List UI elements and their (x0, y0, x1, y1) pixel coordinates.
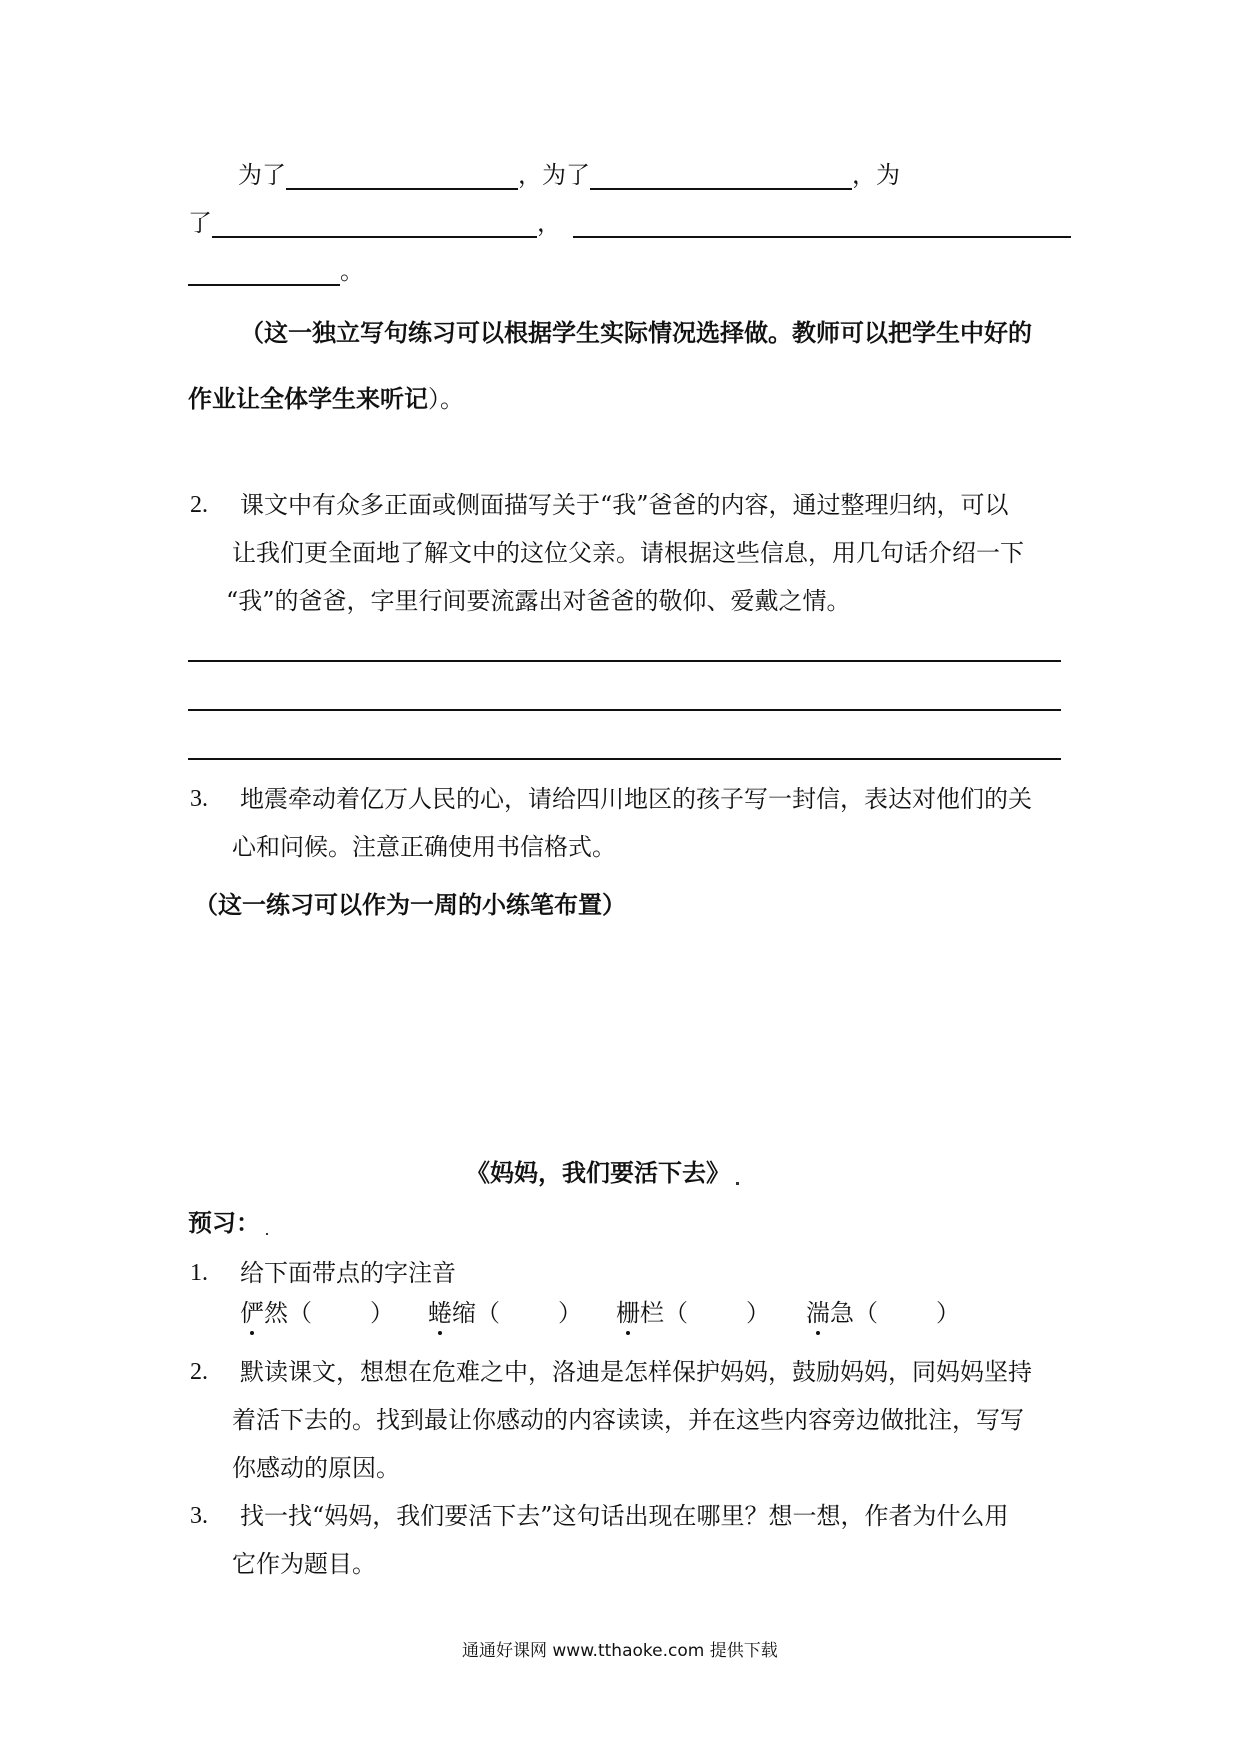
question-3-line2: 心和问候。注意正确使用书信格式。 (232, 833, 616, 861)
fill-sentence-line1 (238, 160, 900, 190)
question-3-number: 3. (190, 786, 208, 812)
teacher-note-1-end: ）。 (428, 385, 464, 413)
dotted-char-1: 俨 (240, 1299, 264, 1327)
preview-item-1-number: 1. (190, 1260, 208, 1286)
teacher-note-2: （这一练习可以作为一周的小练笔布置） (194, 891, 626, 919)
teacher-note-1-line2 (188, 384, 464, 414)
word-1-close: ） (370, 1299, 394, 1327)
lesson-title-text: 《妈妈，我们要活下去》 (466, 1159, 730, 1187)
preview-item-3-line2: 它作为题目。 (232, 1550, 376, 1578)
blank-line-2[interactable] (590, 164, 852, 190)
preview-item-2-line1: 默读课文，想想在危难之中，洛迪是怎样保护妈妈，鼓励妈妈，同妈妈坚持 (240, 1358, 1032, 1386)
answer-line-1[interactable] (188, 660, 1061, 662)
preview-mark (266, 1233, 268, 1235)
question-2-line1: 课文中有众多正面或侧面描写关于“我”爸爸的内容，通过整理归纳，可以 (240, 491, 1009, 519)
dotted-char-3: 栅 (616, 1299, 640, 1327)
fill-text-3: ，为 (852, 161, 900, 189)
word-3-rest: 栏（ (640, 1299, 688, 1327)
title-mark (736, 1182, 739, 1185)
blank-line-4[interactable] (573, 212, 1071, 238)
teacher-note-1-bold: 作业让全体学生来听记 (188, 385, 428, 413)
fill-text-1: 为了 (238, 161, 286, 189)
pinyin-word-4 (806, 1298, 960, 1328)
dotted-char-4: 湍 (806, 1299, 830, 1327)
preview-item-3-line1: 找一找“妈妈，我们要活下去”这句话出现在哪里？想一想，作者为什么用 (240, 1502, 1009, 1530)
blank-line-1[interactable] (286, 164, 518, 190)
preview-label (188, 1208, 268, 1238)
word-1-rest: 然（ (264, 1299, 312, 1327)
pinyin-word-1 (240, 1298, 394, 1328)
pinyin-word-2 (428, 1298, 582, 1328)
question-2-line2: 让我们更全面地了解文中的这位父亲。请根据这些信息，用几句话介绍一下 (232, 539, 1024, 567)
fill-comma: ， (537, 209, 561, 237)
word-4-close: ） (936, 1299, 960, 1327)
preview-item-2-number: 2. (190, 1359, 208, 1385)
answer-line-2[interactable] (188, 709, 1061, 711)
preview-item-2-line2: 着活下去的。找到最让你感动的内容读读，并在这些内容旁边做批注，写写 (232, 1406, 1024, 1434)
preview-item-2-line3: 你感动的原因。 (232, 1454, 400, 1482)
word-2-rest: 缩（ (452, 1299, 500, 1327)
preview-label-text: 预习： (188, 1209, 260, 1237)
pinyin-word-3 (616, 1298, 770, 1328)
footer-source: 通通好课网 www.tthaoke.com 提供下载 (462, 1641, 778, 1661)
question-2-line3: “我”的爸爸，字里行间要流露出对爸爸的敬仰、爱戴之情。 (226, 587, 851, 615)
word-2-close: ） (558, 1299, 582, 1327)
dotted-char-2: 蜷 (428, 1299, 452, 1327)
lesson-title (466, 1158, 739, 1188)
fill-text-2: ，为了 (518, 161, 590, 189)
teacher-note-1-line1: （这一独立写句练习可以根据学生实际情况选择做。教师可以把学生中好的 (240, 319, 1032, 347)
question-3-line1: 地震牵动着亿万人民的心，请给四川地区的孩子写一封信，表达对他们的关 (240, 785, 1032, 813)
fill-sentence-line2 (188, 208, 1071, 238)
answer-line-3[interactable] (188, 758, 1061, 760)
blank-line-5[interactable] (188, 260, 340, 286)
blank-line-3[interactable] (212, 212, 537, 238)
fill-text-4: 了 (188, 209, 212, 237)
word-4-rest: 急（ (830, 1299, 878, 1327)
word-3-close: ） (746, 1299, 770, 1327)
fill-end: 。 (340, 257, 364, 285)
preview-item-3-number: 3. (190, 1503, 208, 1529)
preview-item-1-text: 给下面带点的字注音 (240, 1259, 456, 1287)
question-2-number: 2. (190, 492, 208, 518)
fill-sentence-line3 (188, 256, 364, 286)
